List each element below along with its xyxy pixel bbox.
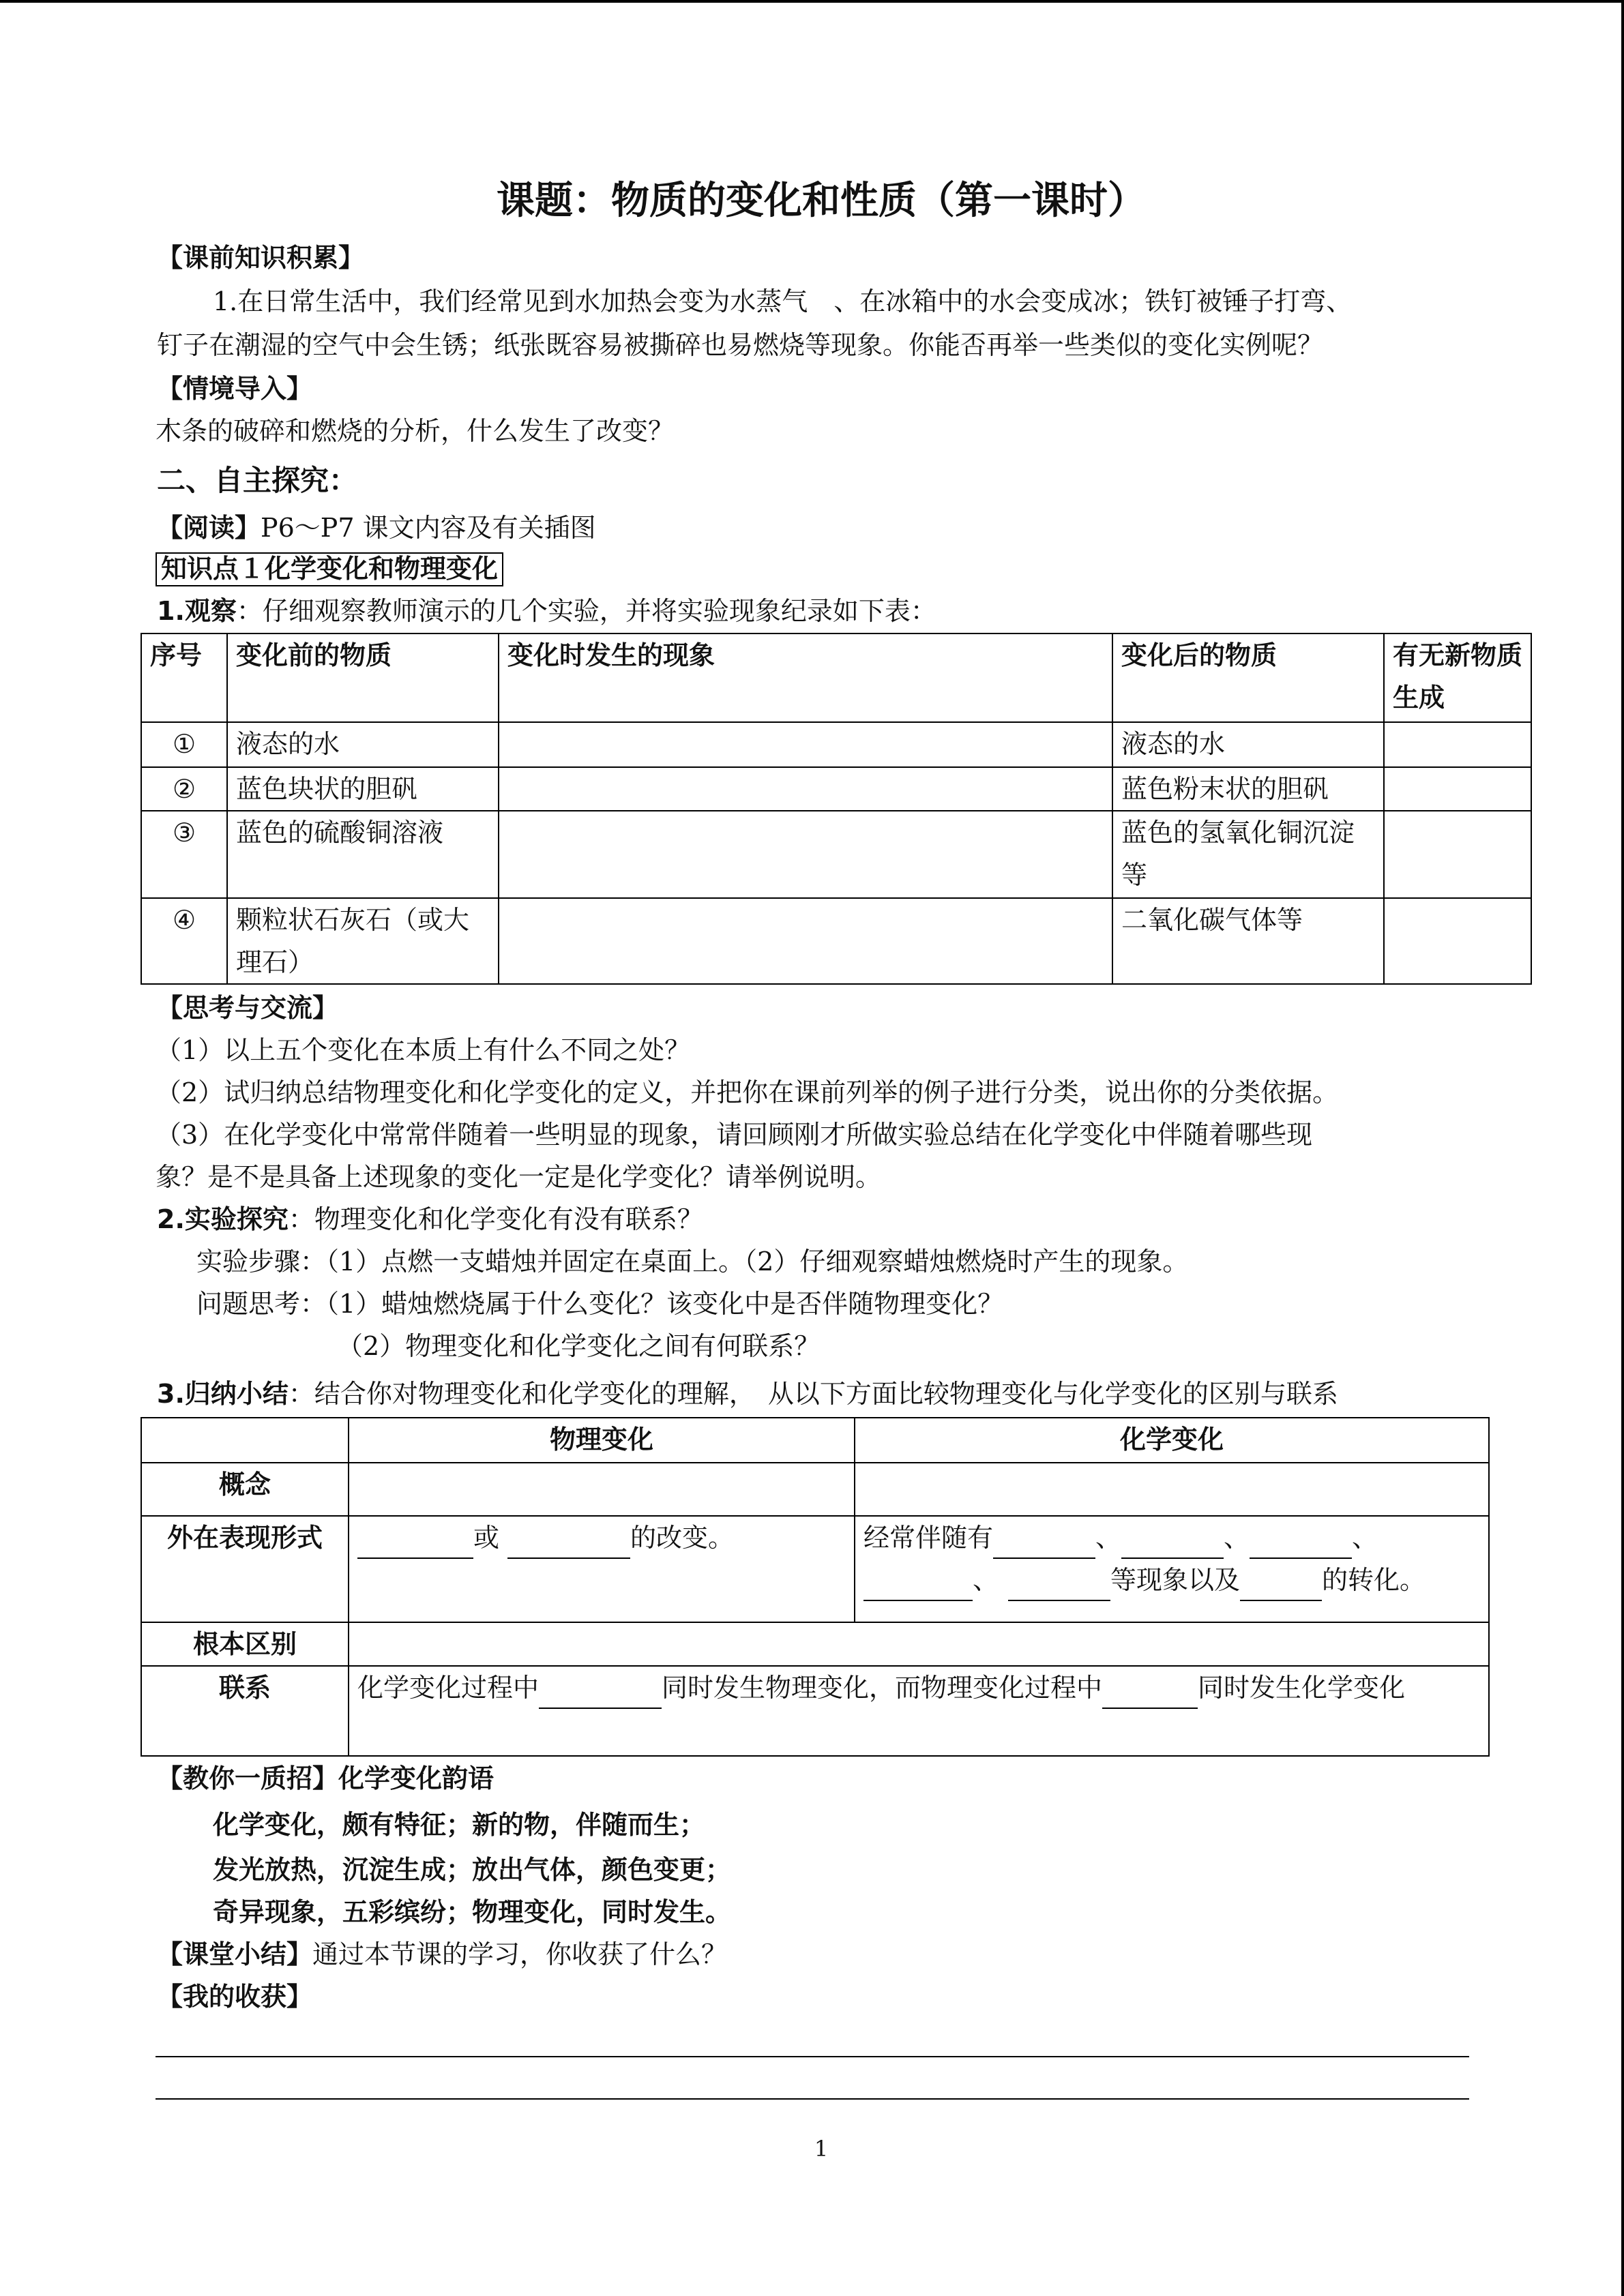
table-row (141, 1463, 1489, 1516)
form-chemical-cell (855, 1516, 1489, 1622)
page-title: 课题：物质的变化和性质（第一课时） (497, 179, 1146, 223)
fill-blank[interactable] (1250, 1530, 1352, 1559)
form-sep: 、 (1352, 1523, 1378, 1553)
gains-heading: 【我的收获】 (157, 1982, 313, 2012)
row-phenomenon-cell[interactable] (499, 722, 1112, 767)
row-phenomenon-cell[interactable] (499, 767, 1112, 811)
reading-label: 【阅读】 (157, 513, 261, 543)
row-before: 蓝色的硫酸铜溶液 (227, 811, 499, 898)
concept-chemical-cell[interactable] (855, 1463, 1489, 1516)
comparison-corner (141, 1418, 349, 1463)
observe-line (157, 596, 936, 627)
form-sep: 、 (1224, 1523, 1250, 1553)
row-phenomenon-cell[interactable] (499, 898, 1112, 984)
comparison-header-row (141, 1418, 1489, 1463)
fill-blank[interactable] (1121, 1530, 1224, 1559)
link-text-a: 化学变化过程中 (357, 1673, 540, 1703)
row-diff-label: 根本区别 (141, 1622, 349, 1666)
summary-text: ：结合你对物理变化和化学变化的理解， 从以下方面比较物理变化与化学变化的区别与联系 (288, 1379, 1338, 1409)
header-no: 序号 (141, 633, 227, 722)
table-row (141, 811, 1531, 898)
section2-heading: 二、自主探究： (157, 464, 358, 497)
row-after: 蓝色粉末状的胆矾 (1112, 767, 1384, 811)
row-form-label: 外在表现形式 (141, 1516, 349, 1622)
answer-line[interactable] (156, 2098, 1469, 2100)
row-link-label: 联系 (141, 1666, 349, 1756)
link-text-c: 同时发生化学变化 (1198, 1673, 1406, 1703)
row-no: ① (141, 722, 227, 767)
col-chemical: 化学变化 (855, 1418, 1489, 1463)
experiment-label: 2.实验探究 (157, 1204, 289, 1234)
pre-knowledge-line2: 钉子在潮湿的空气中会生锈；纸张既容易被撕碎也易燃烧等现象。你能否再举一些类似的变化实例呢？ (157, 330, 1324, 360)
think-q2: （2）试归纳总结物理变化和化学变化的定义，并把你在课前列举的例子进行分类，说出你的分类依据。 (156, 1077, 1339, 1107)
table-row (141, 722, 1531, 767)
tip-title: 化学变化韵语 (338, 1763, 494, 1793)
table-row (141, 1622, 1489, 1666)
col-physical: 物理变化 (349, 1418, 855, 1463)
pre-knowledge-heading: 【课前知识积累】 (157, 243, 365, 273)
row-phenomenon-cell[interactable] (499, 811, 1112, 898)
form-physical-cell (349, 1516, 855, 1622)
think-q1: （1）以上五个变化在本质上有什么不同之处？ (156, 1035, 691, 1065)
header-phenomenon: 变化时发生的现象 (499, 633, 1112, 722)
class-summary-line (157, 1939, 727, 1971)
summary-line (157, 1379, 1338, 1410)
experiment-q1: 问题思考：（1）蜡烛燃烧属于什么变化？该变化中是否伴随物理变化？ (196, 1289, 1004, 1319)
table-row (141, 1516, 1489, 1622)
fill-blank[interactable] (1240, 1572, 1322, 1601)
fill-blank[interactable] (507, 1530, 630, 1559)
experiment-steps: 实验步骤：（1）点燃一支蜡烛并固定在桌面上。（2）仔细观察蜡烛燃烧时产生的现象。 (196, 1247, 1189, 1277)
scene-heading: 【情境导入】 (157, 374, 313, 404)
header-new-substance: 有无新物质生成 (1384, 633, 1531, 722)
observation-table (141, 633, 1532, 985)
table-row (141, 898, 1531, 984)
row-before: 液态的水 (227, 722, 499, 767)
row-new-substance-cell[interactable] (1384, 898, 1531, 984)
form-or: 或 (473, 1523, 500, 1553)
form-change: 的改变。 (630, 1523, 735, 1553)
concept-physical-cell[interactable] (349, 1463, 855, 1516)
class-summary-text: 通过本节课的学习，你收获了什么？ (312, 1939, 728, 1969)
header-before: 变化前的物质 (227, 633, 499, 722)
comparison-table (141, 1417, 1490, 1757)
table-row (141, 767, 1531, 811)
summary-label: 3.归纳小结 (157, 1379, 289, 1409)
experiment-q2: （2）物理变化和化学变化之间有何联系？ (337, 1331, 821, 1361)
think-heading: 【思考与交流】 (157, 993, 339, 1023)
form-sep: 、 (1095, 1523, 1122, 1553)
tip-rhyme-line2: 发光放热，沉淀生成；放出气体，颜色变更； (213, 1855, 732, 1885)
row-new-substance-cell[interactable] (1384, 767, 1531, 811)
form-transform: 的转化。 (1322, 1565, 1426, 1595)
link-text-b: 同时发生物理变化，而物理变化过程中 (662, 1673, 1103, 1703)
page-frame-top (0, 0, 1624, 3)
row-after: 蓝色的氢氧化铜沉淀等 (1112, 811, 1384, 898)
row-after: 二氧化碳气体等 (1112, 898, 1384, 984)
row-no: ② (141, 767, 227, 811)
row-no: ④ (141, 898, 227, 984)
page-number: 1 (814, 2136, 829, 2162)
scene-text: 木条的破碎和燃烧的分析，什么发生了改变？ (156, 416, 675, 446)
page-frame-right (1621, 0, 1624, 2296)
row-new-substance-cell[interactable] (1384, 722, 1531, 767)
row-new-substance-cell[interactable] (1384, 811, 1531, 898)
header-after: 变化后的物质 (1112, 633, 1384, 722)
fill-blank[interactable] (357, 1530, 473, 1559)
observation-header-row (141, 633, 1531, 722)
row-before: 蓝色块状的胆矾 (227, 767, 499, 811)
tip-rhyme-line3: 奇异现象，五彩缤纷；物理变化，同时发生。 (213, 1897, 732, 1927)
reading-text: P6～P7 课文内容及有关插图 (261, 513, 596, 543)
fill-blank[interactable] (863, 1572, 973, 1601)
row-before: 颗粒状石灰石（或大理石） (227, 898, 499, 984)
class-summary-heading: 【课堂小结】 (157, 1939, 313, 1969)
answer-line[interactable] (156, 2056, 1469, 2057)
fill-blank[interactable] (539, 1680, 662, 1709)
row-no: ③ (141, 811, 227, 898)
think-q3-line1: （3）在化学变化中常常伴随着一些明显的现象，请回顾刚才所做实验总结在化学变化中伴随着哪些现 (156, 1120, 1313, 1150)
tip-line (157, 1763, 494, 1795)
form-phenomena: 等现象以及 (1110, 1565, 1241, 1595)
table-row (141, 1666, 1489, 1756)
reading-line (157, 513, 596, 544)
observe-text: ：仔细观察教师演示的几个实验，并将实验现象纪录如下表： (236, 596, 936, 626)
tip-heading: 【教你一质招】 (157, 1763, 339, 1793)
think-q3-line2: 象？是不是具备上述现象的变化一定是化学变化？请举例说明。 (156, 1162, 882, 1192)
fill-blank[interactable] (993, 1530, 1095, 1559)
form-sep: 、 (973, 1565, 999, 1595)
knowledge-point-box: 知识点１化学变化和物理变化 (156, 552, 503, 586)
tip-rhyme-line1: 化学变化，颇有特征；新的物，伴随而生； (213, 1810, 706, 1840)
fill-blank[interactable] (1102, 1680, 1198, 1709)
row-after: 液态的水 (1112, 722, 1384, 767)
experiment-line (157, 1204, 703, 1236)
link-cell (349, 1666, 1489, 1756)
row-concept-label: 概念 (141, 1463, 349, 1516)
diff-cell[interactable] (349, 1622, 1489, 1666)
pre-knowledge-line1: 1.在日常生活中，我们经常见到水加热会变为水蒸气 、在冰箱中的水会变成冰；铁钉被锤子打弯、 (213, 286, 1353, 316)
fill-blank[interactable] (1008, 1572, 1110, 1601)
experiment-text: ：物理变化和化学变化有没有联系？ (288, 1204, 703, 1234)
observe-label: 1.观察 (157, 596, 237, 626)
form-accompany: 经常伴随有 (863, 1523, 994, 1553)
